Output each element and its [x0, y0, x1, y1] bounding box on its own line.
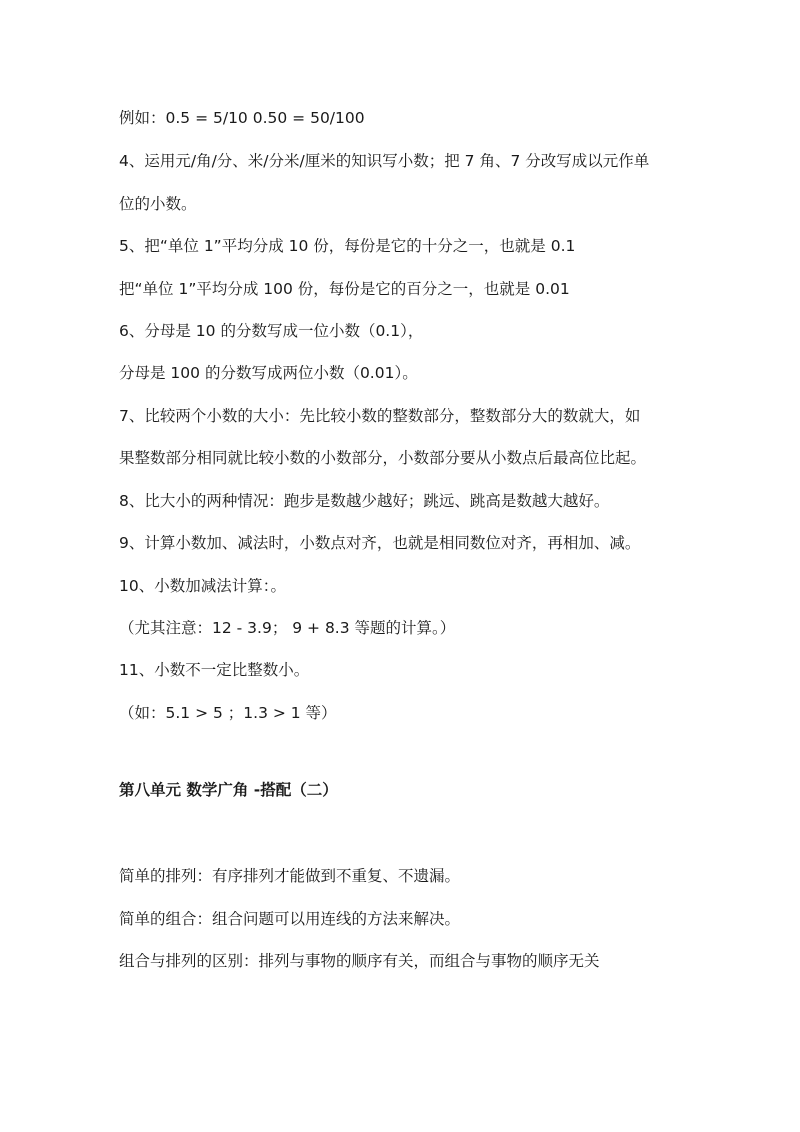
- item-4-line-2: 位的小数。: [119, 195, 197, 213]
- difference-line: 组合与排列的区别：排列与事物的顺序有关，而组合与事物的顺序无关: [119, 952, 600, 970]
- combination-line: 简单的组合：组合问题可以用连线的方法来解决。: [119, 910, 461, 928]
- item-11-line: 11、小数不一定比整数小。: [119, 661, 310, 679]
- arrangement-line: 简单的排列：有序排列才能做到不重复、不遗漏。: [119, 867, 461, 885]
- section-title: 第八单元 数学广角 -搭配（二）: [119, 781, 338, 799]
- example-line: 例如：0.5 = 5/10 0.50 = 50/100: [119, 109, 365, 127]
- item-7-line-1: 7、比较两个小数的大小：先比较小数的整数部分，整数部分大的数就大，如: [119, 407, 641, 425]
- item-10-note: （尤其注意：12 - 3.9； 9 + 8.3 等题的计算。）: [119, 619, 456, 637]
- item-11-note: （如：5.1 > 5 ；1.3 > 1 等）: [119, 704, 337, 722]
- item-6-line-2: 分母是 100 的分数写成两位小数（0.01）。: [119, 364, 418, 382]
- item-5-line-1: 5、把“单位 1”平均分成 10 份，每份是它的十分之一，也就是 0.1: [119, 237, 576, 255]
- item-9-line: 9、计算小数加、减法时，小数点对齐，也就是相同数位对齐，再相加、减。: [119, 534, 641, 552]
- item-5-line-2: 把“单位 1”平均分成 100 份，每份是它的百分之一，也就是 0.01: [119, 280, 570, 298]
- item-10-line: 10、小数加减法计算：。: [119, 577, 286, 595]
- item-8-line: 8、比大小的两种情况：跑步是数越少越好；跳远、跳高是数越大越好。: [119, 492, 610, 510]
- item-7-line-2: 果整数部分相同就比较小数的小数部分，小数部分要从小数点后最高位比起。: [119, 449, 647, 467]
- item-4-line-1: 4、运用元/角/分、米/分米/厘米的知识写小数；把 7 角、7 分改写成以元作单: [119, 152, 650, 170]
- item-6-line-1: 6、分母是 10 的分数写成一位小数（0.1），: [119, 322, 424, 340]
